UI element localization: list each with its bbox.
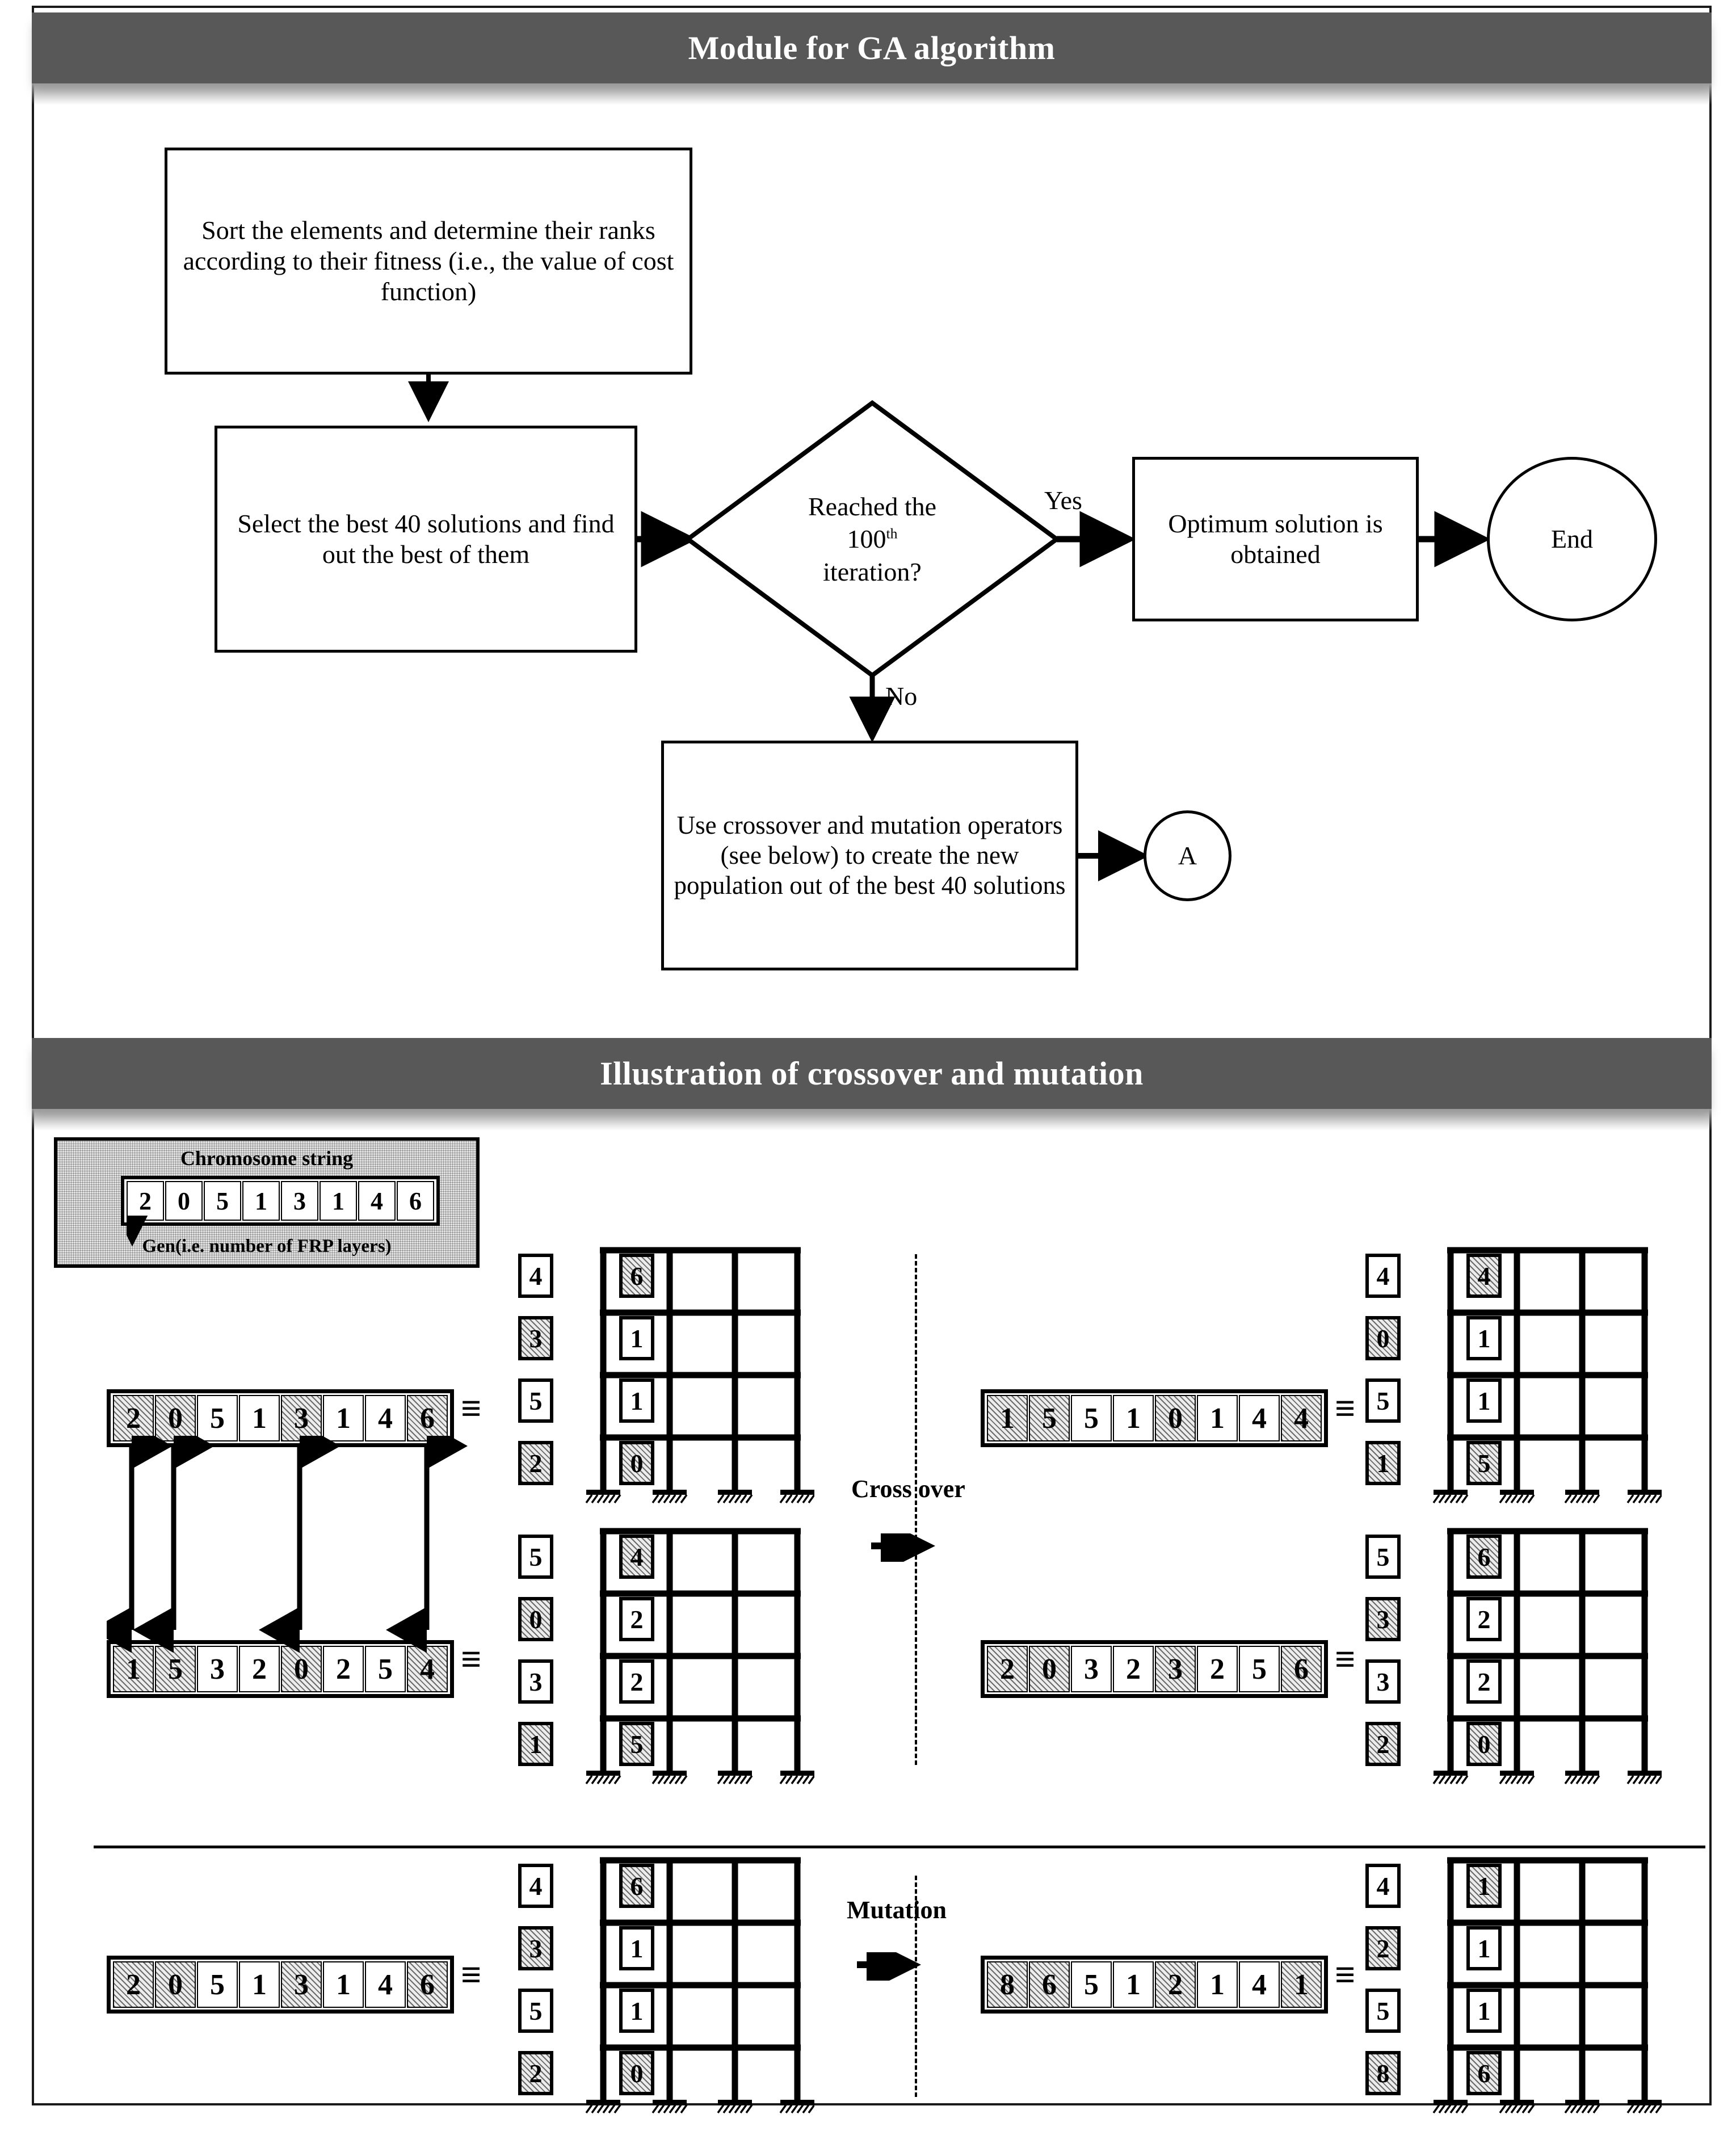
chromosome-gene-cell: 6 [1281,1646,1322,1692]
frame-structure-icon [1401,1240,1662,1521]
frame-bay-value: 4 [1466,1254,1502,1298]
child1-equivalence-symbol: ≡ [1335,1388,1356,1428]
flow-node-select-best-label: Select the best 40 solutions and find out the best of them [237,508,615,569]
frame-bay-value: 0 [619,2051,654,2095]
chromosome-gene-cell: 0 [281,1646,322,1692]
chromosome-gene-cell: 1 [242,1181,280,1221]
chromosome-gene-cell: 2 [239,1646,280,1692]
chromosome-gene-cell: 2 [1197,1646,1238,1692]
chromosome-gene-cell: 3 [1071,1646,1112,1692]
flow-node-end-label: End [1550,524,1594,553]
frame-story-value: 4 [518,1864,553,1908]
chromosome-gene-cell: 4 [358,1181,396,1221]
child1-frame-diagram [1376,1240,1662,1521]
chromosome-legend [54,1137,480,1268]
frame-bay-value: 1 [619,1926,654,1970]
frame-story-value: 0 [1365,1316,1401,1360]
decision-line-1: Reached the [808,491,937,521]
chromosome-gene-cell: 0 [165,1181,203,1221]
edge-label-yes: Yes [1044,486,1082,515]
chromosome-gene-cell: 2 [987,1646,1028,1692]
chromosome-gene-cell: 5 [155,1646,196,1692]
chromosome-gene-cell: 5 [1071,1961,1112,2008]
frame-structure-icon [553,1850,814,2131]
frame-bay-value: 1 [619,1378,654,1423]
frame-story-value: 2 [518,1441,553,1485]
frame-bay-value: 0 [1466,1722,1502,1766]
parent1-equivalence-symbol: ≡ [461,1388,482,1428]
chromosome-gene-cell: 3 [197,1646,238,1692]
chromosome-gene-cell: 5 [365,1646,406,1692]
section-title-ga-module: Module for GA algorithm [688,30,1056,66]
crossover-arrow-icon [868,1533,953,1562]
chromosome-gene-cell: 3 [281,1181,318,1221]
flow-decision-iteration [688,403,1057,675]
chromosome-gene-cell: 1 [323,1395,364,1441]
child2-frame-diagram [1376,1521,1662,1802]
frame-bay-value: 1 [1466,1378,1502,1423]
chromosome-legend-title: Chromosome string [180,1147,354,1170]
gene-exchange-arrows-icon [107,1436,504,1697]
flow-node-optimum-solution-label: Optimum solution is obtained [1168,508,1383,569]
frame-story-value: 1 [1365,1441,1401,1485]
frame-bay-value: 1 [1466,1989,1502,2033]
chromosome-gene-cell: 1 [239,1961,280,2008]
frame-story-value: 3 [1365,1597,1401,1641]
chromosome-gene-cell: 4 [1281,1395,1322,1441]
chromosome-gene-cell: 1 [323,1961,364,2008]
frame-bay-value: 1 [1466,1864,1502,1908]
flow-node-crossover-mutation-label: Use crossover and mutation operators (see below) to create the new population out of the best 40 solutions [674,810,1066,900]
flow-node-optimum-solution [1132,457,1419,621]
chromosome-gene-cell: 2 [113,1395,154,1441]
frame-bay-value: 2 [619,1597,654,1641]
chromosome-gene-cell: 1 [320,1181,357,1221]
chromosome-gene-cell: 1 [113,1646,154,1692]
frame-bay-value: 6 [619,1864,654,1908]
mutation-after-frame-diagram [1376,1850,1662,2131]
frame-story-value: 4 [518,1254,553,1298]
chromosome-gene-cell: 2 [323,1646,364,1692]
chromosome-gene-cell: 5 [1071,1395,1112,1441]
chromosome-gene-cell: 1 [1197,1395,1238,1441]
frame-story-value: 3 [518,1316,553,1360]
chromosome-gene-cell: 4 [1239,1395,1280,1441]
chromosome-gene-cell: 0 [155,1395,196,1441]
chromosome-gene-cell: 3 [281,1395,322,1441]
mutation-operator-label: Mutation [847,1896,947,1924]
flow-connector-a [1144,810,1231,901]
chromosome-gene-cell: 4 [1239,1961,1280,2008]
flow-node-select-best [215,426,637,653]
frame-story-value: 1 [518,1722,553,1766]
frame-bay-value: 1 [1466,1926,1502,1970]
frame-bay-value: 6 [619,1254,654,1298]
edge-label-no: No [885,682,918,711]
frame-structure-icon [1401,1850,1662,2131]
chromosome-gene-cell: 1 [1113,1395,1154,1441]
mutation-before-frame-diagram [529,1850,814,2131]
frame-bay-value: 1 [1466,1316,1502,1360]
chromosome-gene-cell: 8 [987,1961,1028,2008]
frame-bay-value: 5 [1466,1441,1502,1485]
frame-story-value: 5 [518,1535,553,1579]
section-banner-illustration [32,1038,1712,1109]
frame-bay-value: 2 [1466,1659,1502,1704]
chromosome-gene-cell: 0 [1029,1646,1070,1692]
mutation-before-chromosome-strip [107,1956,454,2014]
chromosome-gene-cell: 1 [239,1395,280,1441]
frame-story-value: 3 [1365,1659,1401,1704]
mutation-after-chromosome-strip [981,1956,1328,2014]
flow-node-sort [165,148,692,375]
frame-story-value: 0 [518,1597,553,1641]
decision-number: 100 [847,524,886,554]
mutation-after-equivalence-symbol: ≡ [1335,1955,1356,1995]
frame-bay-value: 0 [619,1441,654,1485]
flow-decision-iteration-label [688,403,1057,675]
section-divider [94,1846,1705,1848]
flow-node-crossover-mutation [661,741,1078,970]
frame-story-value: 4 [1365,1254,1401,1298]
frame-story-value: 5 [1365,1378,1401,1423]
frame-story-value: 5 [1365,1535,1401,1579]
chromosome-gene-cell: 5 [204,1181,241,1221]
decision-line-3: iteration? [823,557,922,586]
flow-node-end [1487,457,1657,621]
chromosome-gene-cell: 1 [1281,1961,1322,2008]
frame-bay-value: 6 [1466,1535,1502,1579]
frame-bay-value: 6 [1466,2051,1502,2095]
parent2-equivalence-symbol: ≡ [461,1639,482,1679]
chromosome-gene-cell: 6 [1029,1961,1070,2008]
chromosome-legend-caption: Gen(i.e. number of FRP layers) [142,1236,392,1256]
frame-structure-icon [1401,1521,1662,1802]
chromosome-gene-cell: 2 [127,1181,164,1221]
chromosome-gene-cell: 2 [1113,1646,1154,1692]
mutation-before-equivalence-symbol: ≡ [461,1955,482,1995]
chromosome-gene-cell: 6 [397,1181,434,1221]
frame-bay-value: 5 [619,1722,654,1766]
frame-story-value: 5 [518,1378,553,1423]
child1-chromosome-strip [981,1389,1328,1447]
frame-structure-icon [553,1521,814,1802]
parent2-frame-diagram [529,1521,814,1802]
frame-bay-value: 2 [619,1659,654,1704]
crossover-operator-label: Cross over [851,1475,965,1503]
chromosome-gene-cell: 3 [281,1961,322,2008]
chromosome-gene-cell: 1 [1113,1961,1154,2008]
frame-story-value: 3 [518,1659,553,1704]
parent1-frame-diagram [529,1240,814,1521]
chromosome-gene-cell: 6 [407,1395,448,1441]
frame-story-value: 5 [1365,1989,1401,2033]
chromosome-gene-cell: 4 [407,1646,448,1692]
chromosome-gene-cell: 6 [407,1961,448,2008]
frame-story-value: 2 [518,2051,553,2095]
chromosome-gene-cell: 1 [987,1395,1028,1441]
frame-story-value: 3 [518,1926,553,1970]
chromosome-gene-cell: 2 [113,1961,154,2008]
chromosome-gene-cell: 2 [1155,1961,1196,2008]
frame-bay-value: 2 [1466,1597,1502,1641]
crossover-mutation-illustration [0,1112,1736,2111]
frame-structure-icon [553,1240,814,1521]
chromosome-gene-cell: 5 [197,1961,238,2008]
ga-flowchart [0,0,1736,1033]
chromosome-gene-cell: 4 [365,1395,406,1441]
frame-bay-value: 1 [619,1989,654,2033]
decision-ordinal-suffix: th [886,525,898,542]
legend-chromosome-strip [121,1176,440,1226]
flow-node-sort-label: Sort the elements and determine their ranks according to their fitness (i.e., the value of cost function) [183,215,674,306]
frame-story-value: 8 [1365,2051,1401,2095]
frame-story-value: 2 [1365,1722,1401,1766]
mutation-arrow-icon [854,1952,939,1981]
section-title-illustration: Illustration of crossover and mutation [600,1055,1144,1092]
chromosome-gene-cell: 0 [155,1961,196,2008]
child2-chromosome-strip [981,1640,1328,1698]
chromosome-gene-cell: 3 [1155,1646,1196,1692]
chromosome-gene-cell: 5 [1029,1395,1070,1441]
chromosome-gene-cell: 5 [1239,1646,1280,1692]
chromosome-gene-cell: 4 [365,1961,406,2008]
child2-equivalence-symbol: ≡ [1335,1639,1356,1679]
frame-bay-value: 1 [619,1316,654,1360]
chromosome-gene-cell: 5 [197,1395,238,1441]
chromosome-gene-cell: 0 [1155,1395,1196,1441]
frame-story-value: 5 [518,1989,553,2033]
frame-story-value: 2 [1365,1926,1401,1970]
frame-bay-value: 4 [619,1535,654,1579]
crossover-dashed-separator [915,1254,917,1765]
chromosome-gene-cell: 1 [1197,1961,1238,2008]
flow-connector-a-label: A [1178,840,1197,870]
frame-story-value: 4 [1365,1864,1401,1908]
